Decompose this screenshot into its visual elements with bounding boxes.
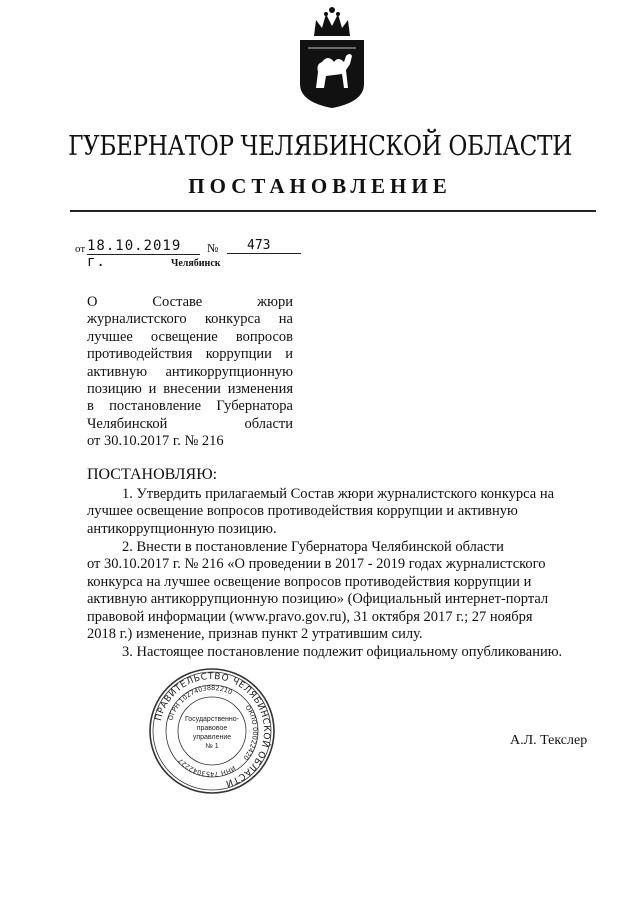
resolve-heading: ПОСТАНОВЛЯЮ: xyxy=(87,466,218,483)
date-prefix: от xyxy=(75,243,86,255)
document-date: 18.10.2019 г. xyxy=(87,238,200,255)
subject-line: О Составе жюри xyxy=(87,294,293,310)
seal-center-line: Государственно- xyxy=(184,716,240,723)
number-sign: № xyxy=(207,241,219,255)
page-title: ГУБЕРНАТОР ЧЕЛЯБИНСКОЙ ОБЛАСТИ xyxy=(68,131,572,162)
seal-okpo: ОКПО 00022420 xyxy=(241,703,260,762)
subject-line: журналистского конкурса на xyxy=(87,311,293,328)
document-subject xyxy=(87,294,293,451)
document-city: Челябинск xyxy=(171,258,221,269)
seal-center-line: управление xyxy=(192,734,232,741)
paragraph-line: антикоррупционную позицию. xyxy=(87,520,277,537)
seal-center-line: правовое xyxy=(196,725,228,732)
paragraph-line: конкурса на лучшее освещение вопросов противодействия коррупции и xyxy=(87,573,532,590)
svg-text:ИНН 7453042227 xyxy=(177,757,237,778)
paragraph-line: лучшее освещение вопросов противодействия коррупции и активную xyxy=(87,503,518,520)
official-seal xyxy=(147,666,277,796)
subject-line: Челябинской области xyxy=(87,415,293,432)
coat-of-arms-icon xyxy=(294,6,370,110)
seal-ogrn: ОГРН 1027403882210 xyxy=(166,683,234,722)
seal-outer-text: ПРАВИТЕЛЬСТВО ЧЕЛЯБИНСКОЙ ОБЛАСТИ xyxy=(154,671,272,789)
paragraph-line: активную антикоррупционную позицию» (Официальный интернет-портал xyxy=(87,591,549,608)
subject-line: от 30.10.2017 г. № 216 xyxy=(87,433,224,450)
paragraph-line: правовой информации (www.pravo.gov.ru), 31 октября 2017 г.; 27 ноября xyxy=(87,608,533,625)
paragraph-line: 2. Внести в постановление Губернатора Челябинской области xyxy=(122,539,504,555)
subject-line: противодействия коррупции и xyxy=(87,346,293,363)
paragraph-line: 2018 г.) изменение, признав пункт 2 утратившим силу. xyxy=(87,626,423,643)
paragraph-line: 3. Настоящее постановление подлежит официальному опубликованию. xyxy=(122,644,563,660)
subject-line: в постановление Губернатора xyxy=(87,398,293,415)
document-number: 473 xyxy=(227,238,301,254)
header-divider xyxy=(70,210,596,212)
paragraph-2 xyxy=(87,539,587,643)
paragraph-line: от 30.10.2017 г. № 216 «О проведении в 2017 - 2019 годах журналистского xyxy=(87,556,546,573)
seal-center-line: № 1 xyxy=(205,743,219,750)
signatory-name: А.Л. Текслер xyxy=(510,733,588,748)
subject-line: лучшее освещение вопросов xyxy=(87,328,293,345)
subject-line: позицию и внесении изменения xyxy=(87,381,293,398)
document-type-heading: ПОСТАНОВЛЕНИЕ xyxy=(188,174,452,198)
seal-inn: ИНН 7453042227 xyxy=(176,756,237,779)
paragraph-1 xyxy=(87,486,587,538)
paragraph-3 xyxy=(87,644,587,661)
subject-line: активную антикоррупционную xyxy=(87,363,293,380)
paragraph-line: 1. Утвердить прилагаемый Состав жюри журналистского конкурса на xyxy=(122,486,555,502)
